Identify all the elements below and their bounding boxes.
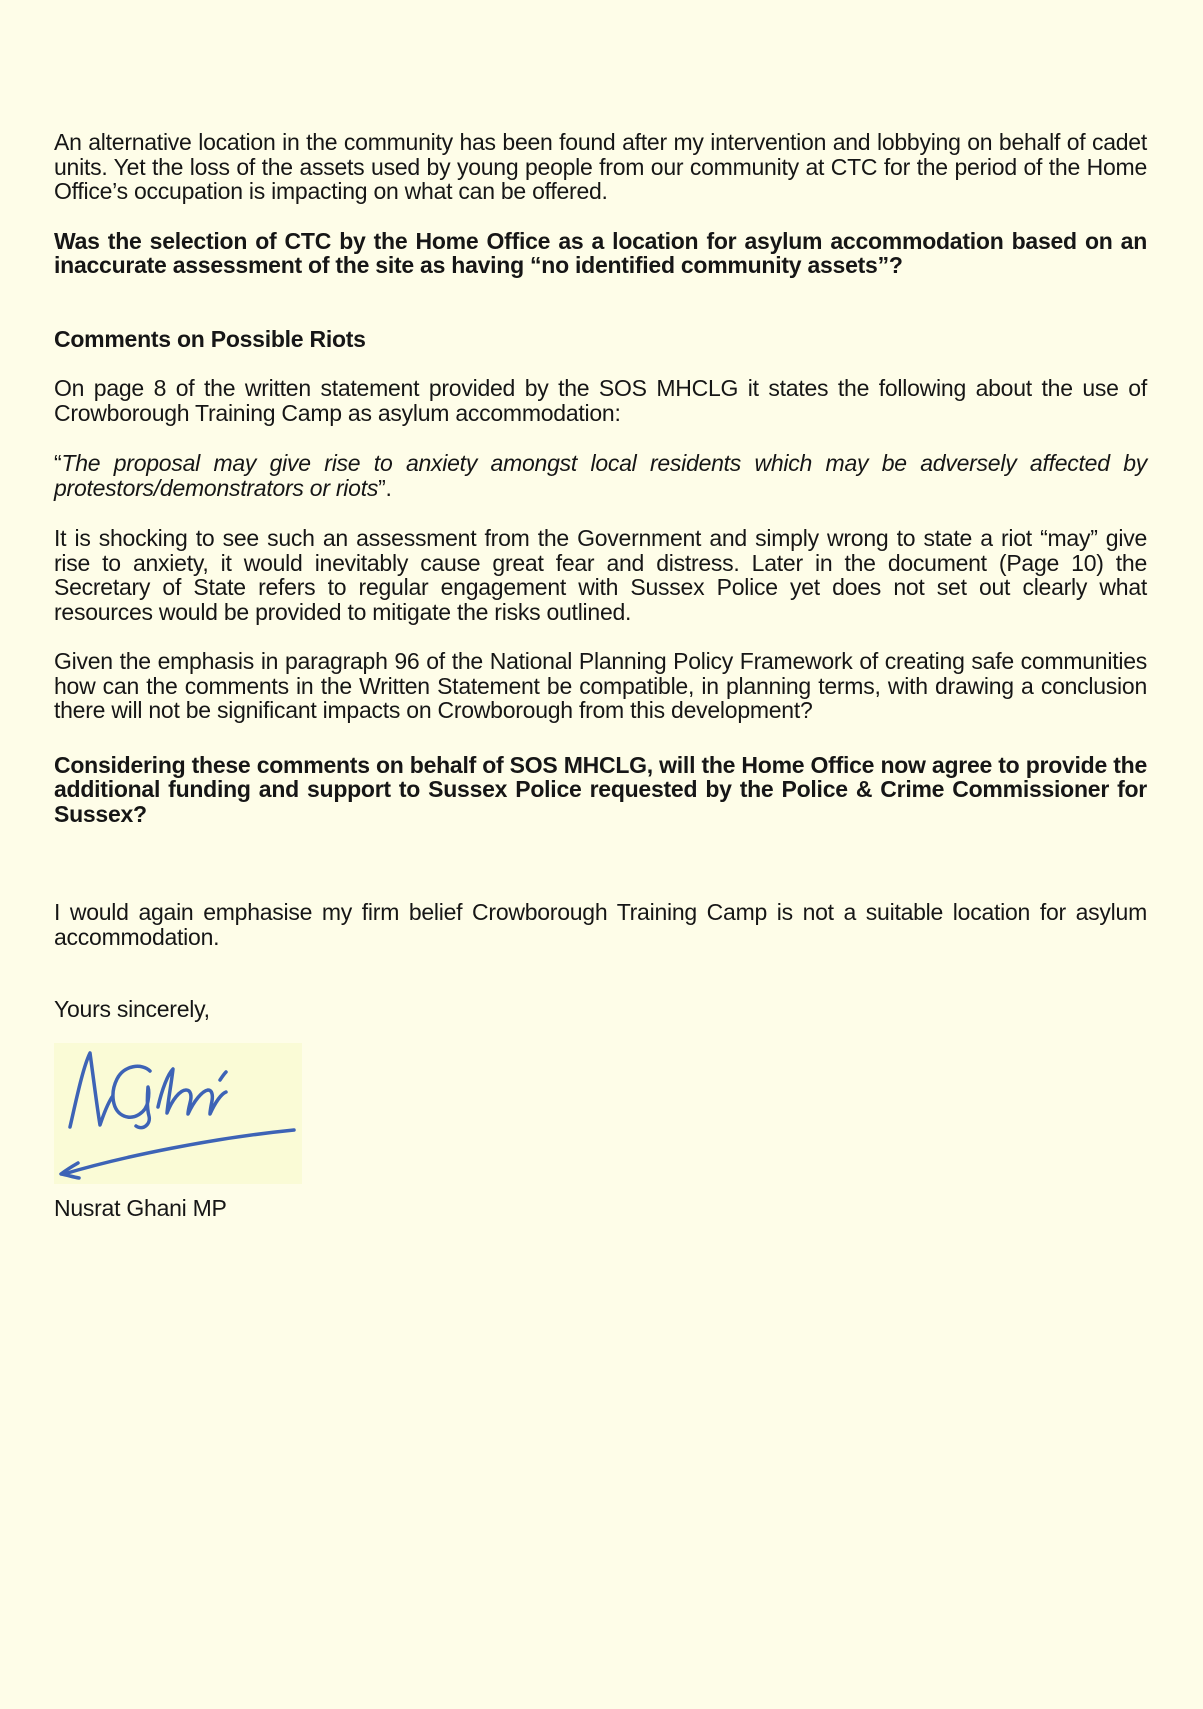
signature-image	[54, 1043, 302, 1184]
question-site-selection: Was the selection of CTC by the Home Office as a location for asylum accommodation based on an inaccurate assessment of the site as having “no identified community assets”?	[54, 227, 1147, 278]
section-heading-possible-riots: Comments on Possible Riots	[54, 325, 366, 352]
paragraph-alternative-location: An alternative location in the community has been found after my intervention and lobbying on behalf of cadet units. Yet the loss of the assets used by young people from our community at CTC for the period of the Home Office’s occupation is impacting on what can be offered.	[54, 129, 1147, 204]
closing-salutation: Yours sincerely,	[54, 996, 210, 1022]
quote-written-statement	[54, 451, 1147, 500]
quote-close-mark: ”.	[378, 474, 392, 501]
paragraph-written-statement: On page 8 of the written statement provided by the SOS MHCLG it states the following about the use of Crowborough Training Camp as asylum accommodation:	[54, 375, 1147, 426]
question-police-funding: Considering these comments on behalf of SOS MHCLG, will the Home Office now agree to provide the additional funding and support to Sussex Police requested by the Police & Crime Commissioner for Sussex?	[54, 751, 1147, 827]
quote-open-mark: “	[54, 450, 62, 476]
signature-n-ghani-drawing	[54, 1043, 302, 1184]
paragraph-nppf-safe-communities: Given the emphasis in paragraph 96 of the National Planning Policy Framework of creating safe communities how can the comments in the Written Statement be compatible, in planning terms, with drawing a conclusion there will not be significant impacts on Crowborough from this development?	[54, 648, 1147, 723]
quote-body-text: The proposal may give rise to anxiety amongst local residents which may be adversely affected by protestors/demonstrators or riots	[54, 450, 1147, 501]
signatory-name: Nusrat Ghani MP	[54, 1194, 227, 1221]
paragraph-unsuitable-location: I would again emphasise my firm belief Crowborough Training Camp is not a suitable location for asylum accommodation.	[54, 899, 1147, 950]
paragraph-shocking-assessment: It is shocking to see such an assessment from the Government and simply wrong to state a riot “may” give rise to anxiety, it would inevitably cause great fear and distress. Later in the document (Page 10) the Secretary of State refers to regular engagement with Sussex Police yet does not set out clearly what resources would be provided to mitigate the risks outlined.	[54, 525, 1147, 625]
